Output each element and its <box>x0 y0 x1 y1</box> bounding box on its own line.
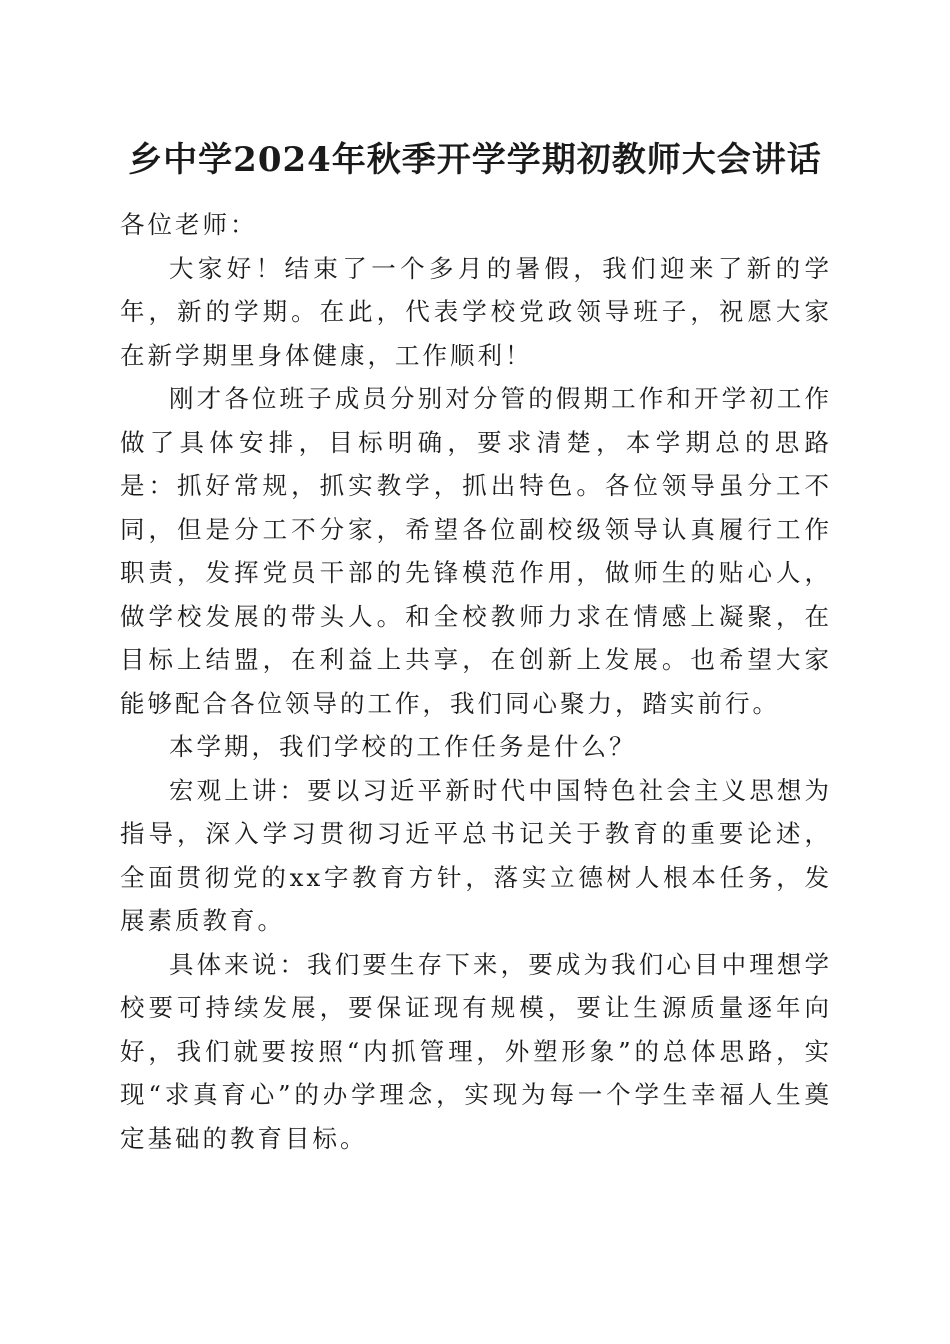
paragraph-leadership: 刚才各位班子成员分别对分管的假期工作和开学初工作做了具体安排，目标明确，要求清楚，本学期总的思路是：抓好常规，抓实教学，抓出特色。各位领导虽分工不同，但是分工不分家，希望各位副校级领导认真履行工作职责，发挥党员干部的先锋模范作用，做师生的贴心人，做学校发展的带头人。和全校教师力求在情感上凝聚，在目标上结盟，在利益上共享，在创新上发展。也希望大家能够配合各位领导的工作，我们同心聚力，踏实前行。 <box>120 384 832 718</box>
paragraph-specific: 具体来说：我们要生存下来，要成为我们心目中理想学校要可持续发展，要保证现有规模，要让生源质量逐年向好，我们就要按照“内抓管理，外塑形象”的总体思路，实现“求真育心”的办学理念，实现为每一个学生幸福人生奠定基础的教育目标。 <box>120 949 832 1153</box>
paragraph-greeting: 大家好！结束了一个多月的暑假，我们迎来了新的学年，新的学期。在此，代表学校党政领导班子，祝愿大家在新学期里身体健康，工作顺利！ <box>120 253 832 370</box>
paragraph-macro: 宏观上讲：要以习近平新时代中国特色社会主义思想为指导，深入学习贯彻习近平总书记关于教育的重要论述，全面贯彻党的xx字教育方针，落实立德树人根本任务，发展素质教育。 <box>120 775 832 935</box>
paragraph-question: 本学期，我们学校的工作任务是什么？ <box>169 732 637 761</box>
document-body <box>120 203 832 1160</box>
salutation: 各位老师： <box>120 210 258 239</box>
document-title: 乡中学2024年秋季开学学期初教师大会讲话 <box>128 140 822 180</box>
